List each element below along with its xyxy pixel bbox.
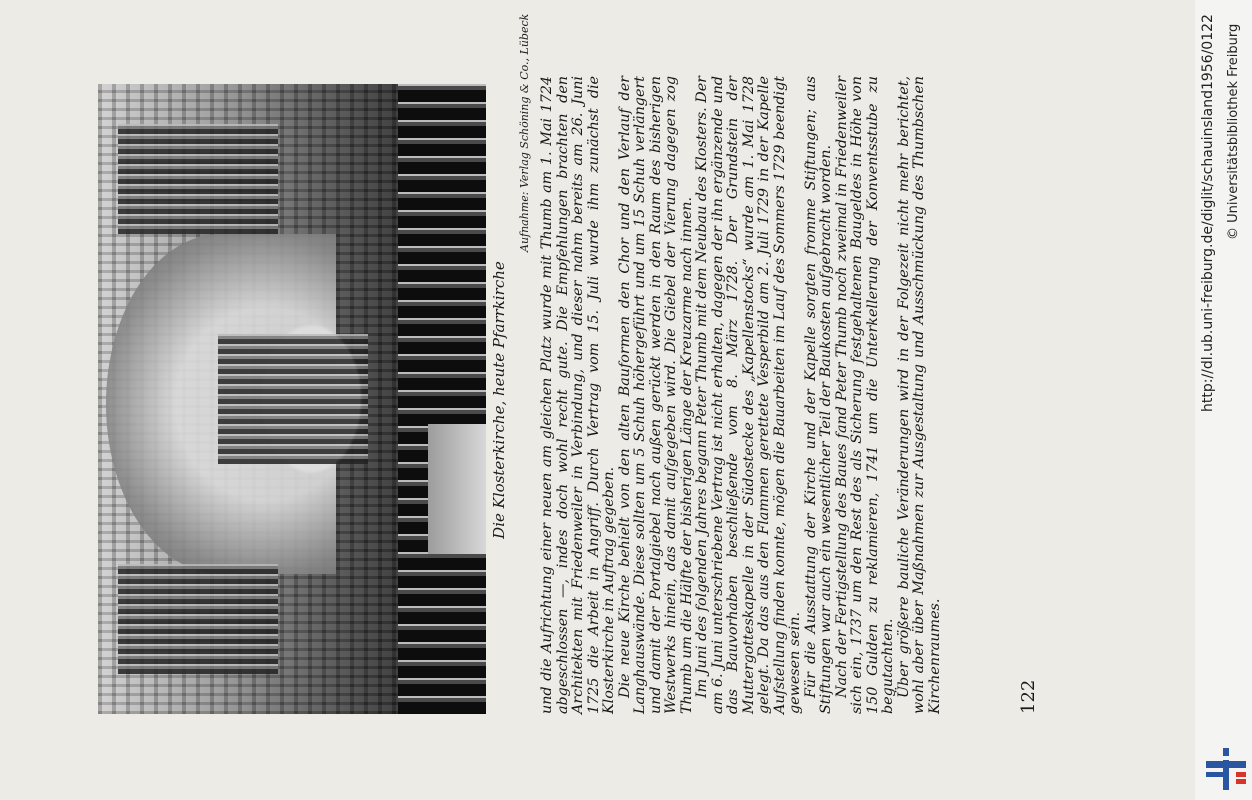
body-text	[540, 76, 943, 714]
paragraph: Für die Ausstattung der Kirche und der Kapelle sorgten fromme Stiftungen; aus Stiftungen war auch ein wesentlicher Teil der Baukosten aufgebracht worden.	[802, 76, 834, 714]
copyright-notice: © Universitätsbibliothek Freiburg	[1226, 23, 1241, 240]
library-logo-icon	[1206, 748, 1246, 790]
paragraph: Im Juni des folgenden Jahres begann Peter Thumb mit dem Neubau des Klosters. Der am 6. Juni unterschriebene Vertrag ist nicht erhalten, dagegen der ihn ergänzende und das Bauvorhaben beschließende vom 8. März 1728. Der Grundstein der Muttergotteskapelle in der Südostecke des „Kapellenstocks“ wurde am 1. Mai 1728 gelegt. Da das aus den Flammen gerettete Vesperbild am 2. Juli 1729 in der Kapelle Aufstellung finden konnte, mögen die Bauarbeiten im Lauf des Sommers 1729 beendigt gewesen sein.	[694, 76, 803, 714]
paragraph: Die neue Kirche behielt von den alten Bauformen den Chor und den Verlauf der Langhauswände. Diese sollten um 5 Schuh höhergeführt und um 15 Schuh verlängert und damit der Portalgiebel nach außen gerückt werden in den Raum des bisherigen Westwerks hinein, das damit aufgegeben wird. Die Giebel der Vierung dagegen zog Thumb um die Hälfte der bisherigen Länge der Kreuzarme nach innen.	[616, 76, 695, 714]
paragraph: Nach der Fertigstellung des Baues fand Peter Thumb noch zweimal in Friedenweiler sich ein, 1737 um den Rest des als Sicherung festgehaltenen Baugeldes in Höhe von 150 Gulden zu reklamieren, 1741 um die Unterkellerung der Konventsstube zu begutachten.	[833, 76, 896, 714]
paragraph: und die Aufrichtung einer neuen am gleichen Platz wurde mit Thumb am 1. Mai 1724 abgeschlossen —, indes doch wohl recht gute. Die Empfehlungen brachten den Architekten mit Friedenweiler in Verbindung, und dieser nahm bereits am 26. Juni 1725 die Arbeit in Angriff. Durch Vertrag vom 15. Juli wurde ihm zunächst die Klosterkirche in Auftrag gegeben.	[539, 76, 617, 714]
page-number: 122	[1018, 679, 1039, 714]
paragraph: Über größere bauliche Veränderungen wird in der Folgezeit nicht mehr berichtet, wohl aber über Maßnahmen zur Ausgestaltung und Ausschmückung des Thumbschen Kirchenraumes.	[895, 76, 943, 714]
photo-caption: Die Klosterkirche, heute Pfarrkirche	[490, 261, 508, 539]
photo-credit: Aufnahme: Verlag Schöning & Co., Lübeck	[518, 13, 531, 252]
source-url-link[interactable]: http://dl.ub.uni-freiburg.de/diglit/schauinsland1956/0122	[1200, 14, 1216, 412]
